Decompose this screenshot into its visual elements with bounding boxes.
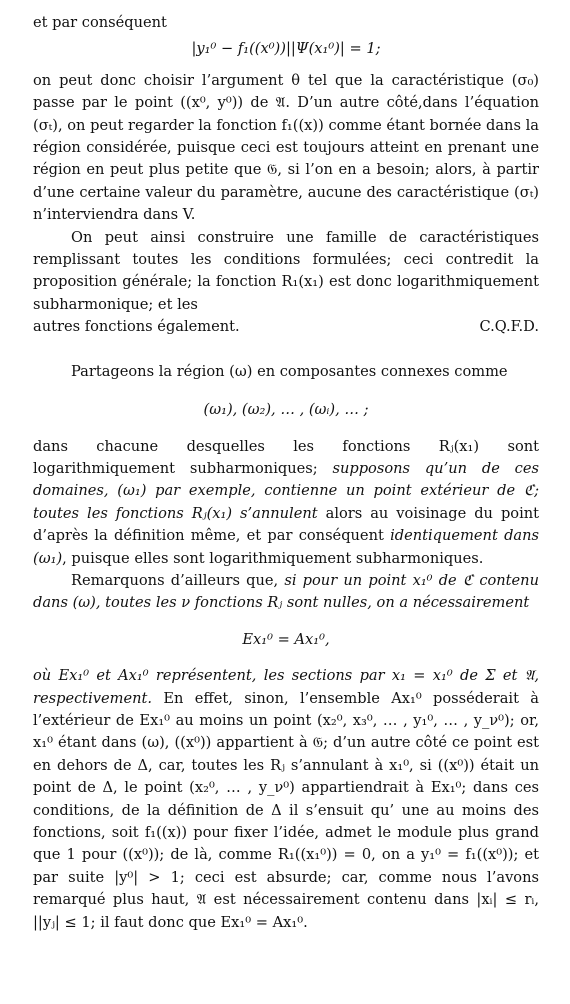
paragraph-construction-last-line: autres fonctions également. <box>33 318 240 336</box>
text-segment: alors au voisinage du point d’après la définition même, et par conséquent <box>33 504 539 545</box>
equation-1: |y₁⁰ − f₁((x⁰))||Ψ(x₁⁰)| = 1; <box>191 40 381 58</box>
paragraph-construction: On peut ainsi construire une famille de caractéristiques remplissant toutes les conditions formulées; ceci contredit la proposition générale; la fonction R₁(x₁) est donc logarithmiquement subharmonique; et les <box>33 228 539 313</box>
paragraph-intro: et par conséquent <box>33 14 167 31</box>
paragraph-construction-end <box>33 316 539 338</box>
italic-statement: où Ex₁⁰ et Ax₁⁰ représentent, les sections par x₁ = x₁⁰ de Σ et 𝔄, respectivement. <box>33 667 539 707</box>
text-segment: En effet, sinon, l’ensemble Ax₁⁰ posséderait à l’extérieur de Ex₁⁰ au moins un point (x₂⁰, x₃⁰, … , y₁⁰, … , y_ν⁰); or, x₁⁰ étant dans (ω), ((x⁰)) appartient à 𝔊; d’un autre côté ce point est en dehors de Δ, car, toutes les Rⱼ s’annulant à x₁⁰, si ((x⁰)) était un point de Δ, le point (x₂⁰, … , y_ν⁰) appartiendrait à Ex₁⁰; dans ces conditions, de la définition de Δ il s’ensuit qu’ une au moins des fonctions, soit f₁((x)) pour fixer l’idée, admet le module plus grand que 1 pour ((x⁰)); de là, comme R₁((x₁⁰)) = 0, on a y₁⁰ = f₁((x⁰)); et par suite |y⁰| > 1; ceci est absurde; car, comme nous l’avons remarqué plus haut, 𝔄 est nécessairement contenu dans |xᵢ| ≤ rᵢ, ||yⱼ| ≤ 1; il faut donc que Ex₁⁰ = Ax₁⁰. <box>33 689 539 931</box>
equation-3: Ex₁⁰ = Ax₁⁰, <box>242 630 330 648</box>
italic-statement: supposons qu’un de ces domaines, (ω₁) par exemple, contienne un point extérieur de ℭ; toutes les fonctions Rⱼ(x₁) s’annulent <box>33 459 539 522</box>
text-segment: Remarquons d’ailleurs que, <box>71 571 285 589</box>
cqfd-label: C.Q.F.D. <box>479 318 539 336</box>
paragraph-remark <box>33 570 539 615</box>
paragraph-argument: on peut donc choisir l’argument θ tel que la caractéristique (σ₀) passe par le point ((x⁰, y⁰)) de 𝔄. D’un autre côté,dans l’équation (σₜ), on peut regarder la fonction f₁((x)) comme étant bornée dans la région considérée, puisque ceci est toujours atteint en prenant une région en peut plus petite que 𝔊, si l’on en a besoin; alors, à partir d’une certaine valeur du paramètre, aucune des caractéristique (σₜ) n’interviendra dans V. <box>33 71 539 224</box>
italic-statement: si pour un point x₁⁰ de ℭ contenu dans (ω), toutes les ν fonctions Rⱼ sont nulles, on a nécessairement <box>33 571 539 612</box>
equation-2: (ω₁), (ω₂), … , (ωᵢ), … ; <box>203 401 369 419</box>
text-segment: dans chacune desquelles les fonctions Rⱼ(x₁) sont logarithmiquement subharmoniques; <box>33 437 539 477</box>
paragraph-subharmonic <box>33 436 539 570</box>
text-segment: , puisque elles sont logarithmiquement subharmoniques. <box>62 549 484 567</box>
paragraph-partition: Partageons la région (ω) en composantes connexes comme <box>71 362 508 380</box>
paragraph-proof <box>33 665 539 934</box>
section-gap <box>33 339 539 361</box>
italic-phrase: identiquement dans (ω₁) <box>33 527 540 567</box>
